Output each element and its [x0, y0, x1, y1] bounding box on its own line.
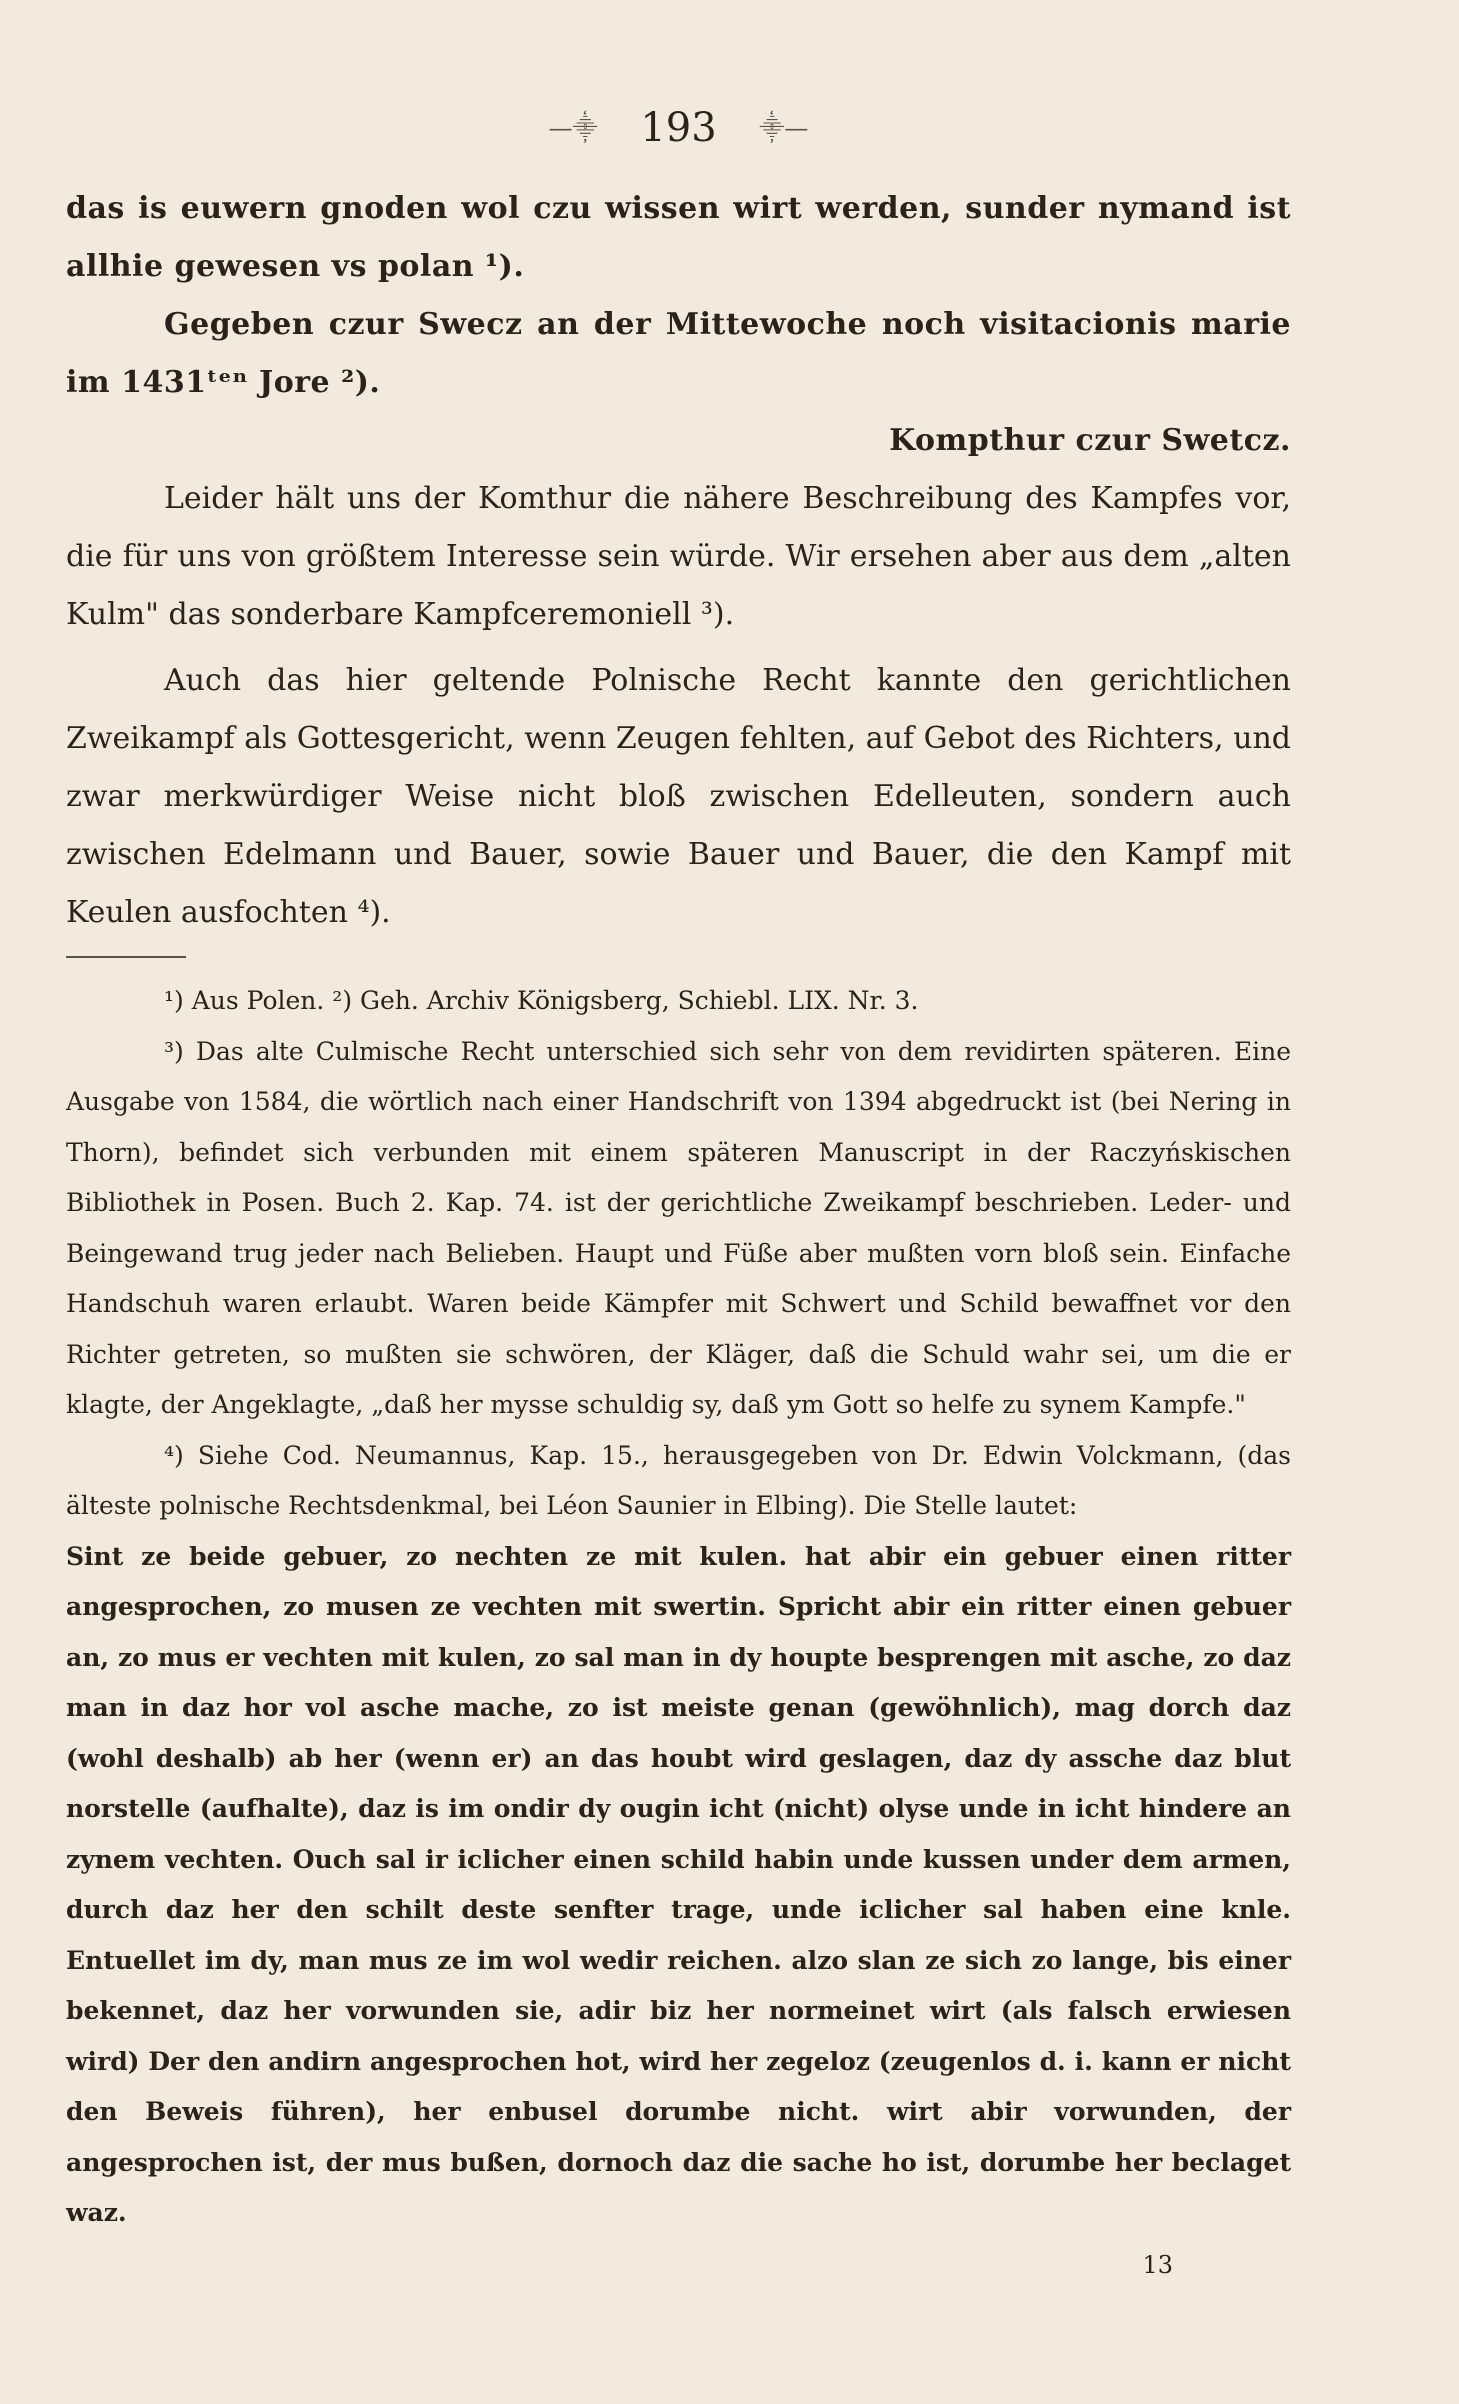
footnote-4-intro: ⁴) Siehe Cod. Neumannus, Kap. 15., herausgegeben von Dr. Edwin Volckmann, (das älteste polnische Rechtsdenkmal, bei Léon Saunier in Elbing). Die Stelle lautet: [66, 1440, 1291, 1520]
letter-signature-line [66, 412, 1291, 470]
footnote-3: ³) Das alte Culmische Recht unterschied sich sehr von dem revidirten späteren. Eine Ausgabe von 1584, die wörtlich nach einer Handschrift von 1394 abgedruckt ist (bei Nering in Thorn), befindet sich verbunden mit einem späteren Manuscript in der Raczyńskischen Bibliothek in Posen. Buch 2. Kap. 74. ist der gerichtliche Zweikampf beschrieben. Leder- und Beingewand trug jeder nach Belieben. Haupt und Füße aber mußten vorn bloß sein. Einfache Handschuh waren erlaubt. Waren beide Kämpfer mit Schwert und Schild bewaffnet vor den Richter getreten, so mußten sie schwören, der Kläger, daß die Schuld wahr sei, um die er klagte, der Angeklagte, „daß her mysse schuldig sy, daß ym Gott so helfe zu synem Kampfe." [66, 1036, 1291, 1419]
footnote-4-quote: Sint ze beide gebuer, zo nechten ze mit kulen. hat abir ein gebuer einen ritter angesprochen, zo musen ze vechten mit swertin. Spricht abir ein ritter einen gebuer an, zo mus er vechten mit kulen, zo sal man in dy houpte besprengen mit asche, zo daz man in daz hor vol asche mache, zo ist meiste genan (gewöhnlich), mag dorch daz (wohl deshalb) ab her (wenn er) an das houbt wird geslagen, daz dy assche daz blut norstelle (aufhalte), daz is im ondir dy ougin icht (nicht) olyse unde in icht hindere an zynem vechten. Ouch sal ir iclicher einen schild habin unde kussen under dem armen, durch daz her den schilt deste senfter trage, unde iclicher sal haben eine knle. Entuellet im dy, man mus ze im wol wedir reichen. alzo slan ze sich zo lange, bis einer bekennet, daz her vorwunden sie, adir biz her normeinet wirt (als falsch erwiesen wird) Der den andirn angesprochen hot, wird her zegeloz (zeugenlos d. i. kann er nicht den Beweis führen), her enbusel dorumbe nicht. wirt abir vorwunden, der angesprochen ist, der mus bußen, dornoch daz die sache ho ist, dorumbe her beclaget waz. [66, 1541, 1291, 2227]
footnotes [66, 976, 1291, 2239]
signature-mark: 13 [1142, 2250, 1173, 2279]
page-header [66, 90, 1291, 160]
page-number: 193 [640, 105, 717, 151]
letter-closing: das is euwern gnoden wol czu wissen wirt werden, sunder nymand ist allhie gewesen vs polan ¹). [66, 191, 1291, 284]
ornament-left: —⸎ [548, 114, 598, 142]
paragraph-polish-law: Auch das hier geltende Polnische Recht kannte den gerichtlichen Zweikampf als Gottesgericht, wenn Zeugen fehlten, auf Gebot des Richters, und zwar merkwürdiger Weise nicht bloß zwischen Edelleuten, sondern auch zwischen Edelmann und Bauer, sowie Bauer und Bauer, die den Kampf mit Keulen ausfochten ⁴). [66, 663, 1291, 930]
paragraph-komthur: Leider hält uns der Komthur die nähere Beschreibung des Kampfes vor, die für uns von größtem Interesse sein würde. Wir ersehen aber aus dem „alten Kulm" das sonderbare Kampfceremoniell ³). [66, 481, 1291, 632]
page [66, 90, 1291, 2279]
letter-date: Gegeben czur Swecz an der Mittewoche noch visitacionis marie im 1431ᵗᵉⁿ Jore ²). [66, 307, 1291, 400]
footnote-divider [66, 956, 186, 958]
letter-signature: Kompthur czur Swetcz. [889, 423, 1291, 458]
main-text [66, 180, 1291, 942]
footnote-1-2: ¹) Aus Polen. ²) Geh. Archiv Königsberg, Schiebl. LIX. Nr. 3. [164, 986, 919, 1015]
ornament-right: ⸎— [759, 114, 809, 142]
